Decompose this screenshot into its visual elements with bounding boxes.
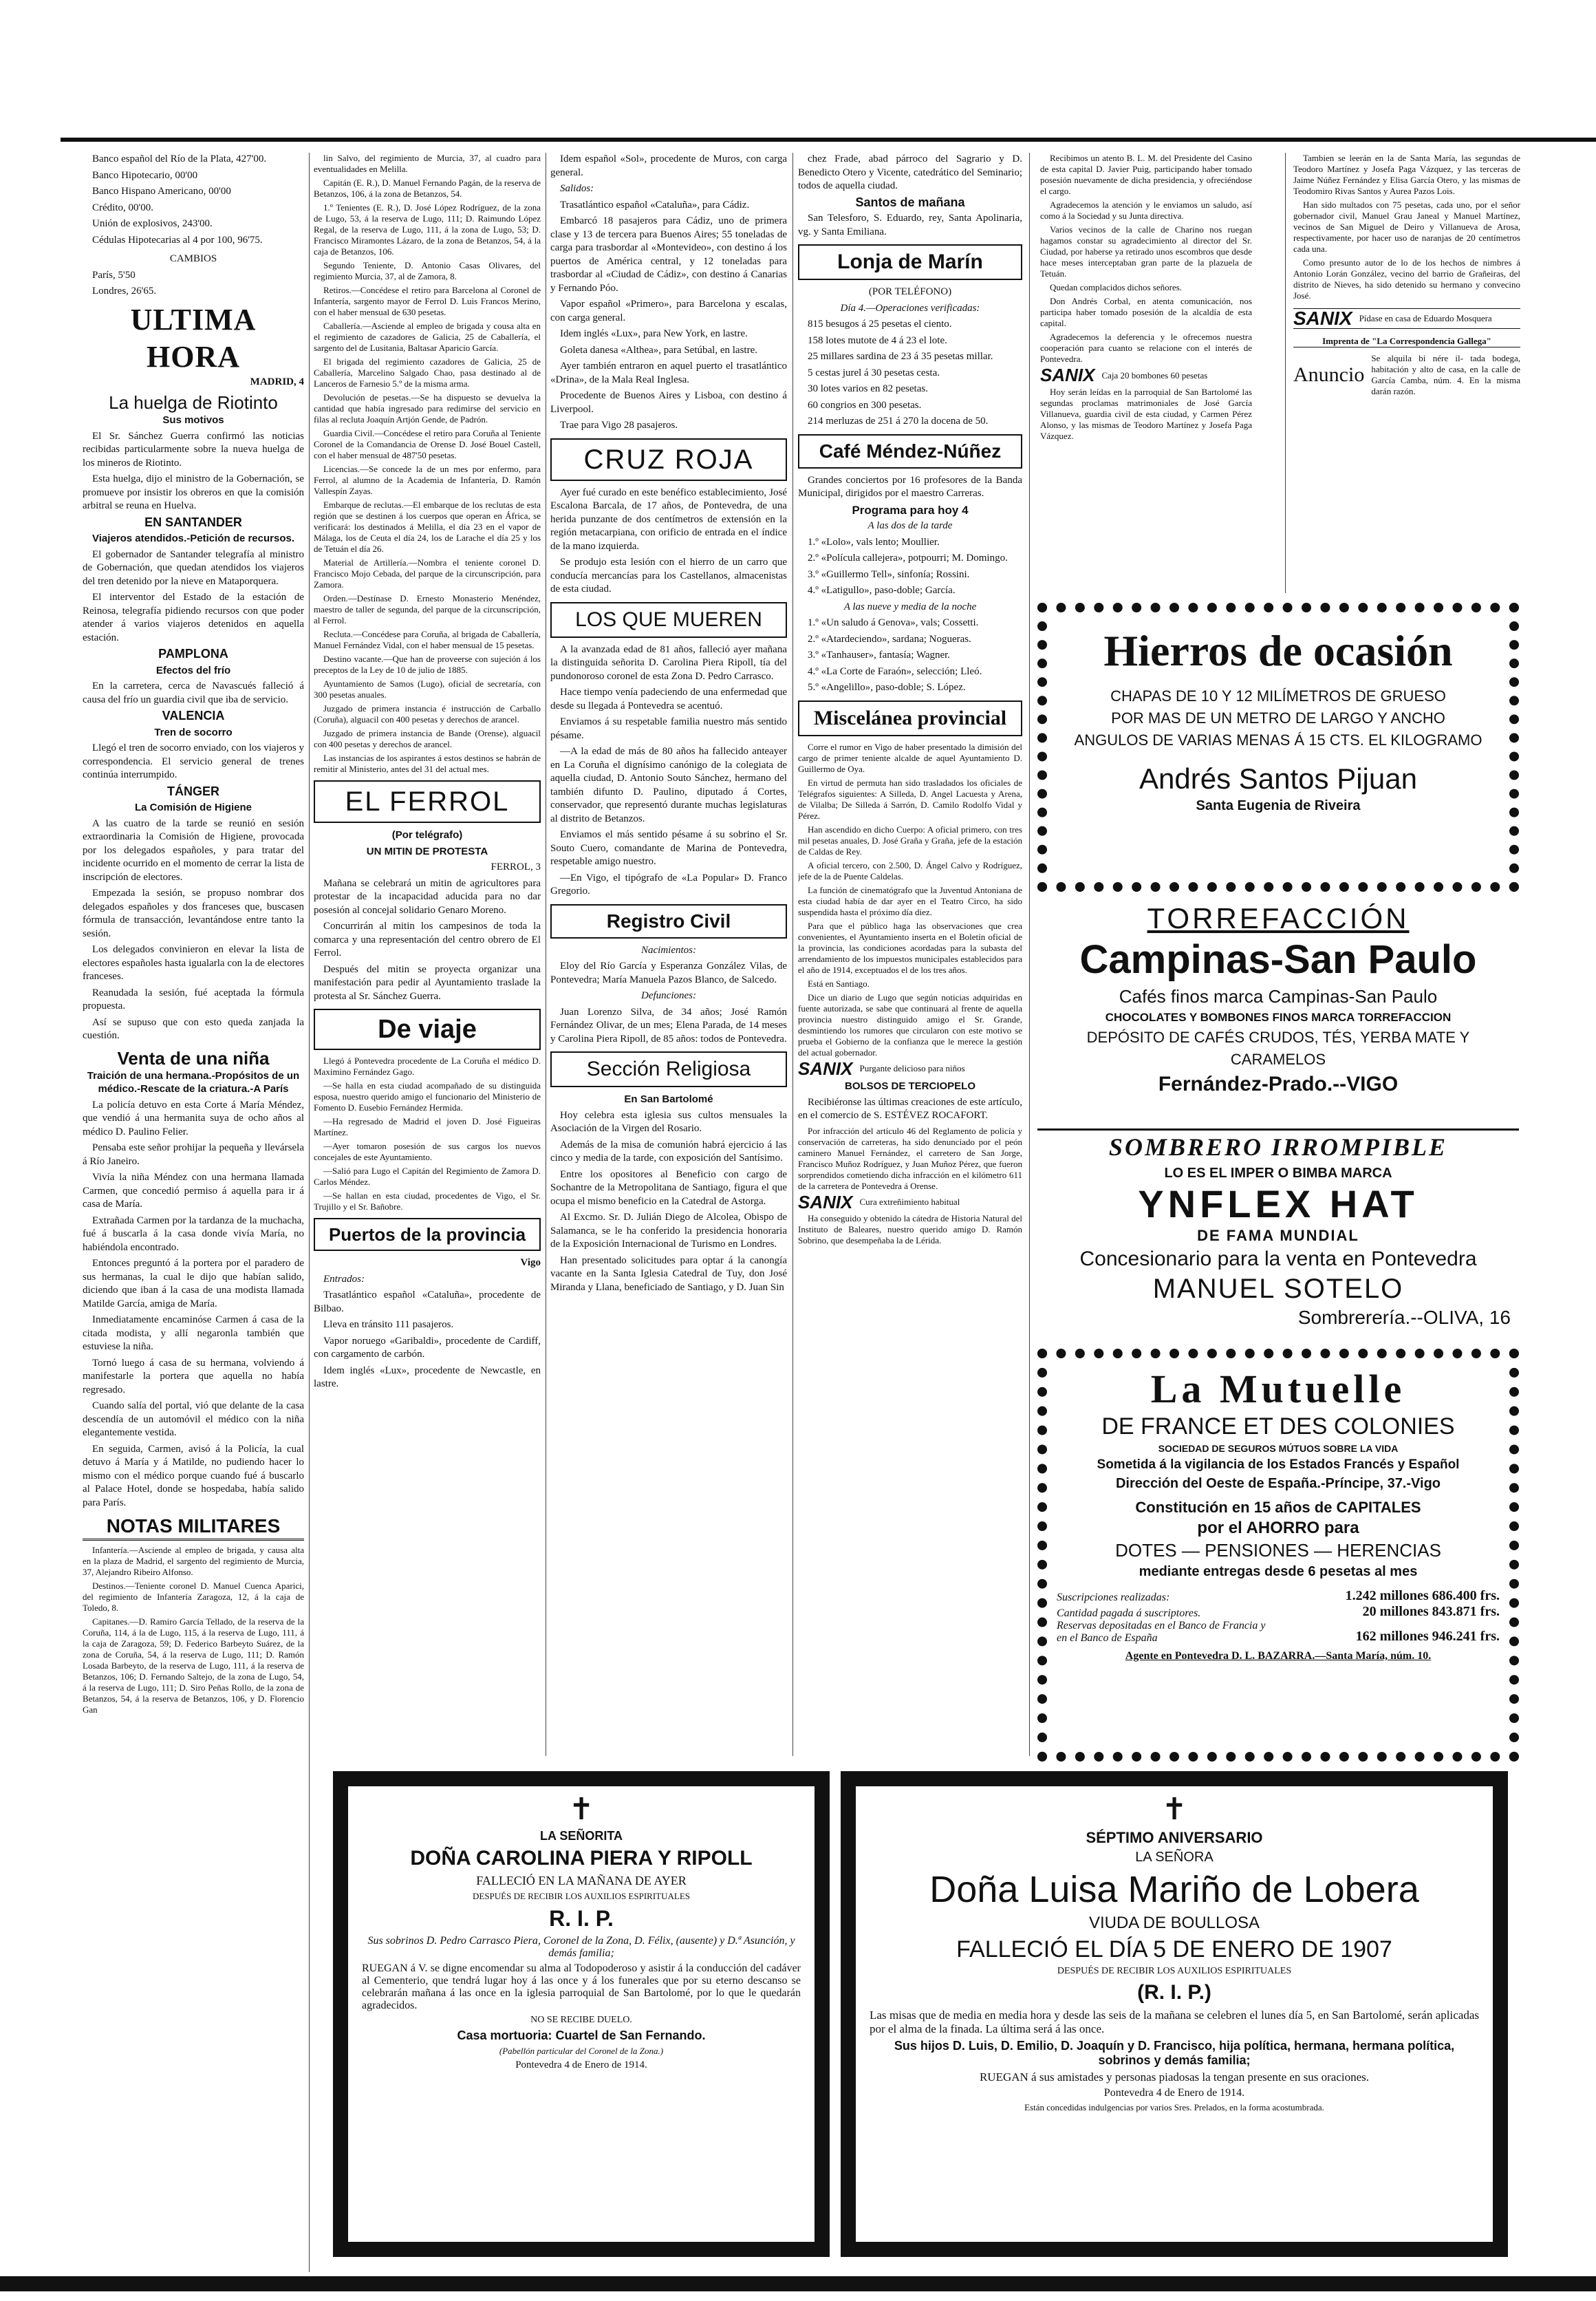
article-paragraph: El gobernador de Santander telegrafía al ministro de Gobernación, que quedan atendidos los viajeros del tren detenido por la nieve en Mataporquera. (83, 548, 304, 587)
article-paragraph: A la avanzada edad de 81 años, falleció ayer mañana la distinguida señorita D. Carolina Piera Ripoll, tía del pundonoroso coronel de esta Zona D. Pedro Carrasco. (550, 643, 787, 682)
hierros-title: Hierros de ocasión (1103, 626, 1453, 675)
market-line: Banco Hispano Americano, 00'00 (92, 186, 231, 197)
article-paragraph: Vapor noruego «Garibaldi», procedente de Cardiff, con cargamento de carbón. (314, 1335, 541, 1360)
sanix-ad (798, 1058, 1022, 1079)
anuncio-text: Se alquila bi nére il- tada bodega, habitación y alto de casa, en la calle de García Camba, núm. 4. En la misma darán razón. (1371, 352, 1520, 396)
lonja-box (798, 244, 1022, 280)
article-paragraph: Vivía la niña Méndez con una hermana llamada Carmen, que concedió permiso á aquella para ir á casa de María. (83, 1172, 304, 1210)
sanix-logo: SANIX (1293, 308, 1352, 329)
los-que-mueren-box (550, 602, 787, 638)
obituary-piera (333, 1771, 830, 2257)
article-paragraph: Ayer fué curado en este benéfico establecimiento, José Escalona Barcala, de 17 años, de Pontevedra, de una herida punzante de dos centímetros de extensión en la región metacarpiana, con orificio de entrada en el índice de la mano izquierda. (550, 486, 787, 552)
tanger-title: TÁNGER (167, 784, 219, 798)
market-line: Crédito, 00'00. (92, 202, 153, 213)
article-paragraph: Destino vacante.—Que han de proveerse con sujeción á los preceptos de la Ley de 10 de julio de 1885. (314, 654, 541, 675)
obituary-line: VIUDA DE BOULLOSA (1088, 1914, 1260, 1932)
mutuelle-stat-label: Cantidad pagada á suscriptores. (1057, 1607, 1201, 1619)
venta-title: Venta de una niña (117, 1047, 270, 1069)
dateline: FERROL, 3 (490, 861, 541, 873)
article-paragraph: Caballería.—Asciende al empleo de brigada y cousa alta en el regimiento de cazadores de Galicia, 25 de Caballería, el sargento del de Lusitania, Baltasar Aparicio García. (314, 321, 541, 353)
programa-item: 1.º «Un saludo á Genova», vals; Cossetti. (808, 617, 979, 628)
sombrero-name: MANUEL SOTELO (1152, 1274, 1404, 1304)
ferrol-box (314, 780, 541, 823)
pamplona-title: PAMPLONA (158, 647, 228, 661)
mutuelle-stat-value: 1.242 millones 686.400 frs. (1345, 1588, 1500, 1603)
article-paragraph: Recibiéronse las últimas creaciones de este artículo, en el comercio de S. ESTÉVEZ ROCAFORT. (798, 1096, 1022, 1121)
article-paragraph: Juan Lorenzo Silva, de 34 años; José Ramón Fernández Olivar, de un mes; Elena Parada, de 14 meses y Carolina Piera Ripoll, de 85 años: todos de Pontevedra. (550, 1006, 787, 1045)
article-paragraph: Idem inglés «Lux», para New York, en lastre. (560, 328, 748, 339)
article-paragraph: Capitán (E. R.), D. Manuel Fernando Pagán, de la reserva de Betanzos, 106, á la zona de Betanzos, 54. (314, 178, 541, 199)
article-paragraph: En la carretera, cerca de Navascués falleció á causa del frío un guardia civil que iba de servicio. (83, 681, 304, 705)
lonja-subtitle: Día 4.—Operaciones verificadas: (840, 302, 980, 314)
article-paragraph: —A la edad de más de 80 años ha fallecido anteayer en La Coruña el dignísimo canónigo de la colegiata de aquella ciudad, D. Antonio Souto Sánchez, hermano del también difunto D. Paulino, diputado á Cortes, conservador, que representó durante muchas legislaturas al distrito de Betanzos. (550, 746, 787, 824)
article-paragraph: Agradecemos la deferencia y le ofrecemos nuestra cooperación para cuanto se relacione con el interés de Pontevedra. (1040, 332, 1252, 364)
article-paragraph: Hace tiempo venía padeciendo de una enfermedad que desde su llegada á Pontevedra se acentuó. (550, 687, 787, 711)
sanix-ad (1293, 308, 1520, 329)
obituary-line: Sus hijos D. Luis, D. Emilio, D. Joaquín y D. Francisco, hija política, hermana, hermana política, sobrinos y demás familia; (894, 2039, 1455, 2067)
obituary-line: Sus sobrinos D. Pedro Carrasco Piera, Coronel de la Zona, D. Félix, (ausente) y D.ª Asunción, y demás familia; (367, 1935, 795, 1959)
sanix-tagline: Caja 20 bombones 60 pesetas (1101, 370, 1208, 381)
tanger-subtitle: La Comisión de Higiene (134, 802, 252, 813)
article-paragraph: Retiros.—Concédese el retiro para Barcelona al Coronel de Infantería, sargento mayor de Ferrol D. Luis Francos Merino, con el haber mensual de 630 pesetas. (314, 285, 541, 317)
programa-item: 2.º «Polícula callejera», potpourri; M. Domingo. (808, 553, 1008, 564)
torrefaccion-ad (1037, 901, 1519, 1108)
article-paragraph: chez Frade, abad párroco del Sagrario y D. Benedicto Otero y Vicente, catedrático del Seminario; todos de aquella ciudad. (798, 153, 1022, 191)
article-paragraph: Tambien se leerán en la de Santa María, las segundas de Teodoro Martínez y Josefa Paga Vázquez, y las terceras de Jaime Núñez Fernández y Elisa García Otero, y las mismas de Teodomiro Rivas Santos y Aurea Pazos Lois. (1293, 153, 1520, 196)
valencia-title: VALENCIA (162, 709, 225, 723)
obituary-line: FALLECIÓ EN LA MAÑANA DE AYER (476, 1874, 687, 1887)
nacimientos-label: Nacimientos: (641, 944, 696, 956)
valencia-subtitle: Tren de socorro (154, 726, 233, 738)
notas-militares-title: NOTAS MILITARES (83, 1514, 304, 1541)
registro-civil-title: Registro Civil (606, 910, 731, 932)
santos-title: Santos de mañana (855, 195, 965, 209)
ferrol-title: EL FERROL (345, 786, 510, 817)
obituary-line: Están concedidas indulgencias por varios Sres. Prelados, en la forma acostumbrada. (1024, 2102, 1324, 2112)
article-paragraph: —En Vigo, el tipógrafo de «La Popular» D. Franco Gregorio. (550, 872, 787, 897)
column-divider (309, 153, 310, 2272)
article-paragraph: Entonces preguntó á la portera por el paradero de sus hermanas, la cual le dijo que habían salido, diciendo que iban á la casa de una modista llamada Matilde García, amiga de María. (83, 1258, 304, 1309)
programa-title: Programa para hoy 4 (852, 503, 969, 517)
sanix-logo: SANIX (1040, 365, 1095, 385)
venta-subtitle: Traición de una hermana.-Propósitos de un médico.-Rescate de la criatura.-A París (87, 1069, 300, 1095)
article-paragraph: Procedente de Buenos Aires y Lisboa, con destino á Liverpool. (550, 390, 787, 415)
bolsos-title: BOLSOS DE TERCIOPELO (844, 1080, 976, 1092)
article-paragraph: La policía detuvo en esta Corte á María Méndez, que vendió á una hermanita suya de ocho años al médico D. Paulino Felier. (83, 1099, 304, 1137)
torrefaccion-line: CHOCOLATES Y BOMBONES FINOS MARCA TORREFACCION (1105, 1011, 1452, 1024)
obituary-line: DESPUÉS DE RECIBIR LOS AUXILIOS ESPIRITUALES (473, 1891, 690, 1901)
mutuelle-stat-value: 20 millones 843.871 frs. (1362, 1604, 1500, 1619)
sombrero-title: SOMBRERO IRROMPIBLE (1108, 1133, 1448, 1161)
sanix-logo: SANIX (798, 1058, 853, 1079)
cambios-line: París, 5'50 (92, 269, 136, 281)
registro-civil-box (550, 904, 787, 939)
santander-title: EN SANTANDER (144, 515, 242, 529)
article-paragraph: Entre los opositores al Beneficio con cargo de Sochantre de la Metropolitana de Santiago, figura el que ocupa el mismo beneficio en la Catedral de Astorga. (550, 1168, 787, 1207)
cruz-roja-title: CRUZ ROJA (583, 444, 754, 475)
article-paragraph: Llegó el tren de socorro enviado, con los viajeros y correspondencia. El servicio general de trenes continúa interrumpido. (83, 742, 304, 780)
article-paragraph: Las instancias de los aspirantes á estos destinos se habrán de remitir al Ministerio, antes del 31 del actual mes. (314, 753, 541, 774)
article-paragraph: Eloy del Río García y Esperanza González Vilas, de Pontevedra; María Manuela Pazos Blanco, de Salcedo. (550, 961, 787, 985)
cross-icon: ✝ (1161, 1792, 1187, 1826)
article-paragraph: Devolución de pesetas.—Se ha dispuesto se devuelva la cantidad que había ingresado para redimirse del servicio en filas al recluta Joaquín Artjón Gende, de Padrón. (314, 392, 541, 425)
article-paragraph: Orden.—Destínase D. Ernesto Monasterio Menéndez, maestro de taller de segunda, del parque de la circunscripción, al Ferrol. (314, 593, 541, 625)
torrefaccion-line: DEPÓSITO DE CAFÉS CRUDOS, TÉS, YERBA MATE Y CARAMELOS (1086, 1029, 1470, 1068)
mutuelle-stat-value: 162 millones 946.241 frs. (1355, 1629, 1500, 1644)
programa-item: 2.º «Atardeciendo», sardana; Nogueras. (808, 633, 971, 645)
mutuelle-stat-label: Reservas depositadas en el Banco de Francia y en el Banco de España (1057, 1620, 1266, 1644)
article-paragraph: Don Andrés Corbal, en atenta comunicación, nos participa haber tomado posesión de la alcaldía de esta capital. (1040, 296, 1252, 328)
market-line: Banco Hipotecario, 00'00 (92, 169, 198, 181)
sanix-ad (798, 1191, 1022, 1212)
article-paragraph: Han ascendido en dicho Cuerpo: A oficial primero, con tres mil pesetas anuales, D. José Graña y Graña, jefe de la estación de Caldas de Rey. (798, 824, 1022, 857)
article-paragraph: Inmediatamente encaminóse Carmen á casa de la citada modista, y allí negaronla también que estuviese la niña. (83, 1314, 304, 1352)
article-paragraph: Agradecemos la atención y le enviamos un saludo, así como á la Sociedad y su Junta directiva. (1040, 200, 1252, 221)
article-paragraph: Mañana se celebrará un mitin de agricultores para protestar de la incapacidad aducida para no dar posesión al concejal solidario Genaro Moreno. (314, 877, 541, 916)
obituary-label: LA SEÑORA (1135, 1850, 1214, 1865)
sombrero-address: Sombrerería.--OLIVA, 16 (1297, 1307, 1511, 1328)
lonja-line: 5 cestas jurel á 30 pesetas cesta. (808, 367, 940, 378)
article-paragraph: Guardia Civil.—Concédese el retiro para Coruña al Teniente Coronel de la Comandancia de Orense D. José Bouel Castell, con el haber mensual de 487'50 pesetas. (314, 428, 541, 460)
seccion-religiosa-title: Sección Religiosa (586, 1058, 751, 1080)
article-paragraph: Reanudada la sesión, fué aceptada la fórmula propuesta. (83, 987, 304, 1012)
mutuelle-stat-row (1057, 1620, 1500, 1645)
article-paragraph: Está en Santiago. (808, 978, 870, 989)
column-5 (1040, 153, 1252, 593)
mutuelle-title: La Mutuelle (1150, 1367, 1406, 1411)
lonja-telephone: (POR TELÉFONO) (868, 286, 952, 297)
obituary-label: LA SEÑORITA (540, 1829, 623, 1843)
article-paragraph: Idem español «Sol», procedente de Muros, con carga general. (550, 153, 787, 178)
article-paragraph: Ayer también entraron en aquel puerto el trasatlántico «Drina», de la Mala Real Inglesa. (550, 361, 787, 385)
article-paragraph: Por infracción del artículo 46 del Reglamento de policía y conservación de carreteras, ha sido denunciado por el peón caminero Manuel Fernández, el carretero de San Jorge, Francisco Muñoz Rodríguez, y Juan Muñoz Pérez, que fueron sorprendidos cometiendo dicha infracción en el kilómetro 611 de la carretera de Pontevedra á Orense. (798, 1125, 1022, 1191)
mutuelle-agent: Agente en Pontevedra D. L. BAZARRA.—Santa María, núm. 10. (1125, 1650, 1432, 1662)
article-paragraph: Recluta.—Concédese para Coruña, al brigada de Caballería, Manuel Fernández Vidal, con el haber mensual de 15 pesetas. (314, 629, 541, 650)
article-paragraph: El Sr. Sánchez Guerra confirmó las noticias recibidas particularmente sobre la nueva huelga de los mineros de Riotinto. (83, 430, 304, 469)
cambios-label: CAMBIOS (169, 253, 217, 264)
article-paragraph: —Se hallan en esta ciudad, procedentes de Vigo, el Sr. Trujillo y el Sr. Bañobre. (314, 1190, 541, 1212)
riotinto-subtitle: Sus motivos (162, 414, 224, 426)
programa-subtitle: A las dos de la tarde (867, 520, 953, 531)
article-paragraph: Han presentado solicitudes para optar á la canongía vacante en la Santa Iglesia Catedral de Tuy, don José Miranda y Llana, beneficiado de Santiago, y D. Juan Sin (550, 1254, 787, 1293)
article-paragraph: Hoy celebra esta iglesia sus cultos mensuales la Asociación de la Virgen del Rosario. (550, 1109, 787, 1134)
column-divider (1285, 153, 1286, 593)
lonja-line: 30 lotes varios en 82 pesetas. (808, 383, 928, 394)
sanix-tagline: Purgante delicioso para niños (859, 1063, 965, 1074)
market-line: Banco español del Río de la Plata, 427'00. (92, 153, 267, 164)
lonja-line: 158 lotes mutote de 4 á 23 el lote. (808, 334, 947, 346)
article-paragraph: En seguida, Carmen, avisó á la Policía, la cual detuvo á María y á Matilde, no pudiendo hacer lo mismo con el médico porque cuando fué á buscarlo al Palace Hotel, donde se hospedaba, había salido para París. (83, 1443, 304, 1508)
market-line: Unión de explosivos, 243'00. (92, 218, 213, 229)
obituary-name: DOÑA CAROLINA PIERA Y RIPOLL (410, 1847, 753, 1870)
cruz-roja-box (550, 438, 787, 481)
sombrero-line: DE FAMA MUNDIAL (1197, 1227, 1359, 1244)
article-paragraph: Embarcó 18 pasajeros para Cádiz, uno de primera clase y 13 de tercera para Buenos Aires; 55 toneladas de carga para trasbordar al «Montevideo», con destino á los puertos de América central, y 12 toneladas para trasbordar al «Ciudad de Cádiz», con destino á Canarias y Fernando Póo. (550, 215, 787, 294)
mutuelle-stat-label: Suscripciones realizadas: (1057, 1592, 1170, 1603)
obituary-line: Pontevedra 4 de Enero de 1914. (1103, 2087, 1245, 2099)
puertos-title: Puertos de la provincia (328, 1224, 526, 1245)
article-paragraph: Como presunto autor de lo de los hechos de nimbres á Antonio Lorán González, vecino del barrio de Grañeiras, del distrito de Nieves, ha sido detenido su hermano y convecino José. (1293, 257, 1520, 301)
lonja-title: Lonja de Marín (837, 250, 983, 273)
article-paragraph: —Ayer tomaron posesión de sus cargos los nuevos concejales de este Ayuntamiento. (314, 1141, 541, 1162)
de-viaje-box (314, 1009, 541, 1050)
article-paragraph: El brigada del regimiento cazadores de Galicia, 25 de Caballería, Marcelino Salgado Chao, pasa destinado al de Lanceros de Farnesio 5.º de la misma arma. (314, 356, 541, 389)
programa-item: 5.º «Angelillo», paso-doble; S. López. (808, 682, 966, 693)
obituary-line: NO SE RECIBE DUELO. (530, 2015, 632, 2025)
article-paragraph: Llegó á Pontevedra procedente de La Coruña el médico D. Maximino Fernández Gago. (314, 1056, 541, 1077)
article-paragraph: Lleva en tránsito 111 pasajeros. (323, 1319, 454, 1330)
ultima-hora-heading: ULTIMA HORA (130, 302, 257, 374)
article-paragraph: 1.º Tenientes (E. R.), D. José López Rodríguez, de la zona de Lugo, 53, á la reserva de Lugo, 111; D. Raimundo López Regal, de la reserva de Lugo, 111, á la zona de Lugo, 53; D. Francisco Miramontes Lázaro, de la zona de Betanzos, 54, á la caja de Betanzos, 106. (314, 202, 541, 257)
article-paragraph: La función de cinematógrafo que la Juventud Antoniana de esta ciudad había de dar ayer en el Teatro Circo, ha sido suspendida hasta el próximo día diez. (798, 884, 1022, 917)
article-paragraph: Enviamos á su respetable familia nuestro más sentido pésame. (550, 716, 787, 741)
article-paragraph: Trasatlántico español «Cataluña», procedente de Bilbao. (314, 1289, 541, 1314)
article-paragraph: A oficial tercero, con 2.500, D. Ángel Calvo y Rodríguez, jefe de la de Puente Caldelas. (798, 859, 1022, 881)
article-paragraph: —Se halla en esta ciudad acompañado de su distinguida esposa, nuestro querido amigo el funcionario del Ministerio de Fomento D. Eusebio Fernández Hermida. (314, 1080, 541, 1113)
san-bartolome-subtitle: En San Bartolomé (624, 1093, 713, 1105)
article-paragraph: Empezada la sesión, se propuso nombrar dos delegados españoles y dos franceses que, buscasen fórmula de transacción, levantándose entre tanto la sesión. (83, 888, 304, 939)
article-paragraph: Dice un diario de Lugo que según noticias adquiridas en fuente autorizada, se sabe que continuará al frente de aquella provincia nuestro distinguido amigo el Sr. Grande, desmintiendo los rumores que circularon con este motivo se prueba el Gobierno de la confianza que le merece la gestión del actual gobernador. (798, 992, 1022, 1058)
sombrero-line: LO ES EL IMPER O BIMBA MARCA (1164, 1166, 1392, 1181)
obituary-label: SÉPTIMO ANIVERSARIO (1086, 1829, 1263, 1846)
article-paragraph: Grandes conciertos por 16 profesores de la Banda Municipal, dirigidos por el maestro Carreras. (798, 474, 1022, 499)
article-paragraph: Pensaba este señor prohijar la pequeña y llevársela á Río Janeiro. (83, 1142, 304, 1167)
defunciones-label: Defunciones: (641, 990, 696, 1001)
riotinto-title: La huelga de Riotinto (109, 392, 278, 413)
sanix-tagline: Pídase en casa de Eduardo Mosquera (1359, 312, 1492, 323)
article-paragraph: Así se supuso que con esto queda zanjada la cuestión. (83, 1016, 304, 1041)
torrefaccion-line: Cafés finos marca Campinas-San Paulo (1119, 986, 1438, 1007)
miscelanea-title: Miscelánea provincial (813, 706, 1007, 729)
puertos-subtitle: Entrados: (323, 1273, 365, 1285)
lonja-line: 815 besugos á 25 pesetas el ciento. (808, 319, 952, 330)
seccion-religiosa-box (550, 1051, 787, 1087)
article-paragraph: Licencias.—Se concede la de un mes por enfermo, para Ferrol, al alumno de la Academia de Infantería, D. Ramón Vallespín Zayas. (314, 464, 541, 496)
lonja-line: 60 congrios en 300 pesetas. (808, 399, 922, 411)
sanix-tagline: Cura extreñimiento habitual (859, 1197, 960, 1208)
los-que-mueren-title: LOS QUE MUEREN (575, 608, 762, 631)
mutuelle-line: mediante entregas desde 6 pesetas al mes (1139, 1564, 1418, 1579)
hierros-line: CHAPAS DE 10 Y 12 MILÍMETROS DE GRUESO (1110, 687, 1446, 705)
lonja-line: 25 millares sardina de 23 á 35 pesetas millar. (808, 351, 993, 362)
article-paragraph: Extrañada Carmen por la tardanza de la muchacha, fué á buscarla á la casa donde vivía María, no habiéndola encontrado. (83, 1214, 304, 1253)
obituary-line: RUEGAN á V. se digne encomendar su alma al Todopoderoso y asistir á la conducción del cadáver al Cementerio, que tendrá lugar hoy á las once y á los funerales que por su eterno descanso se celebrarán mañana á las once en la iglesia parroquial de San Bartolomé, por lo que le quedarán agradecidos. (362, 1962, 801, 2011)
sanix-logo: SANIX (798, 1191, 853, 1212)
mutuelle-line: DOTES — PENSIONES — HERENCIAS (1115, 1540, 1441, 1561)
mutuelle-stat-row (1057, 1588, 1500, 1604)
article-paragraph: Se produjo esta lesión con el hierro de un carro que conducía mercancías para los Castellanos, almacenistas de esta ciudad. (550, 557, 787, 595)
column-2 (314, 153, 541, 1756)
article-paragraph: —Salió para Lugo el Capitán del Regimiento de Zamora D. Carlos Méndez. (314, 1166, 541, 1187)
article-paragraph: Trae para Vigo 28 pasajeros. (560, 420, 678, 431)
article-paragraph: lin Salvo, del regimiento de Murcia, 37, al cuadro para eventualidades en Melilla. (314, 153, 541, 174)
mutuelle-subtitle: DE FRANCE ET DES COLONIES (1101, 1413, 1455, 1440)
programa-item: 4.º «La Corte de Faraón», selección; Lleó. (808, 665, 982, 677)
hierros-name: Andrés Santos Pijuan (1139, 762, 1417, 795)
article-paragraph: Han sido multados con 75 pesetas, cada uno, por el señor gobernador civil, Manuel Grau Janeal y Manuel Martínez, vecinos de San Miguel de Deiro y Villanueva de Arosa, respectivamente, por hacer uso de naranjas de 20 centímetros cada una. (1293, 200, 1520, 254)
obituary-line: (Pabellón particular del Coronel de la Zona.) (499, 2046, 664, 2056)
anuncio-title: Anuncio (1293, 363, 1365, 386)
mutuelle-line: SOCIEDAD DE SEGUROS MÚTUOS SOBRE LA VIDA (1158, 1443, 1399, 1454)
obituary-line: Casa mortuoria: Cuartel de San Fernando. (457, 2029, 706, 2042)
article-paragraph: Corre el rumor en Vigo de haber presentado la dimisión del cargo de primer teniente alcalde de aquel Ayuntamiento D. Guillermo de Oya. (798, 741, 1022, 774)
obituary-line: FALLECIÓ EL DÍA 5 DE ENERO DE 1907 (956, 1936, 1392, 1962)
mutuelle-line: Constitución en 15 años de CAPITALES (1135, 1499, 1421, 1516)
market-line: Cédulas Hipotecarias al 4 por 100, 96'75. (92, 234, 263, 246)
hierros-line: ANGULOS DE VARIAS MENAS Á 15 CTS. EL KILOGRAMO (1074, 731, 1482, 749)
miscelanea-box (798, 700, 1022, 736)
article-paragraph: Además de la misa de comunión habrá ejercicio á las cinco y media de la tarde, con exposición del Santísimo. (550, 1139, 787, 1164)
article-paragraph: Ha conseguido y obtenido la cátedra de Historia Natural del Instituto de Baleares, nuestro querido amigo D. Ramón Sobrino, que desempeñaba la de Lérida. (798, 1213, 1022, 1245)
article-paragraph: A las cuatro de la tarde se reunió en sesión extraordinaria la Comisión de Higiene, provocada por los delegados españoles, y para tratar del incidente ocurrido en el momento de cerrar la lista de inscripción de electores. (83, 817, 304, 883)
sombrero-line: Concesionario para la venta en Pontevedra (1079, 1248, 1477, 1270)
obituary-name: Doña Luisa Mariño de Lobera (929, 1869, 1419, 1910)
puertos-city: Vigo (520, 1257, 541, 1268)
article-paragraph: Juzgado de primera instancia de Bande (Orense), alguacil con 400 pesetas y derechos de arancel. (314, 728, 541, 749)
column-divider (792, 153, 793, 1756)
obituary-line: Pontevedra 4 de Enero de 1914. (515, 2059, 647, 2070)
footer-rule (0, 2276, 1596, 2291)
mutuelle-ad (1037, 1349, 1519, 1762)
article-paragraph: Destinos.—Teniente coronel D. Manuel Cuenca Aparici, del regimiento de Infantería Zaragoza, 12, á la caja de Toledo, 8. (83, 1581, 304, 1613)
sombrero-ad (1037, 1128, 1519, 1337)
obituary-line: RUEGAN á sus amistades y personas piadosas la tengan presente en sus oraciones. (979, 2070, 1370, 2084)
obituary-line: Las misas que de media en media hora y desde las seis de la mañana se celebren el lunes día 5, en San Bartolomé, serán aplicadas por el alma de la finada. La última será á las once. (870, 2009, 1479, 2035)
article-paragraph: Tornó luego á casa de su hermana, volviendo á manifestarle la portera que aquella no había regresado. (83, 1357, 304, 1395)
article-paragraph: Goleta danesa «Althea», para Setúbal, en lastre. (560, 344, 757, 356)
obituary-line: DESPUÉS DE RECIBIR LOS AUXILIOS ESPIRITUALES (1057, 1966, 1292, 1976)
column-1 (83, 153, 304, 2272)
torrefaccion-address: Fernández-Prado.--VIGO (1158, 1073, 1399, 1095)
cafe-title: Café Méndez-Núñez (819, 440, 1002, 462)
ferrol-telegraph: (Por telégrafo) (391, 829, 463, 841)
article-paragraph: El interventor del Estado de la estación de Reinosa, telegrafía pidiendo recursos con que poder atender á varios viajeros detenidos en aquella estación. (83, 592, 304, 643)
header-rule (61, 138, 1596, 142)
article-paragraph: Cuando salía del portal, vió que delante de la casa descendía de un automóvil el médico con la niña elegantemente vestida. (83, 1400, 304, 1438)
article-paragraph: Capitanes.—D. Ramiro García Tellado, de la reserva de la Coruña, 114, á la de Lugo, 115, á la reserva de Lugo, 111, á la caja de Zaragoza, 59; D. Federico Barbeyto Suárez, de la zona de Coruña, 54, á la reserva de Lugo, 111; D. Ramón Losada Barbeyto, de la reserva de Lugo, 111, á la reserva de Betanzos, 106; D. Fernando Saltejo, de la zona de Lugo, 54, á la reserva de Lugo, 111; D. Siro Peñas Rollo, de la zona de Betanzos, 54, á la reserva de Betanzos, 106, y D. Florencio Gan (83, 1616, 304, 1715)
hierros-ad (1037, 603, 1519, 892)
programa-item: 3.º «Tanhauser», fantasía; Wagner. (808, 650, 951, 661)
hierros-place: Santa Eugenia de Riveira (1196, 798, 1361, 813)
article-paragraph: Vapor español «Primero», para Barcelona y escalas, con carga general. (550, 299, 787, 323)
hierros-line: POR MAS DE UN METRO DE LARGO Y ANCHO (1111, 709, 1445, 727)
imprenta-notice: Imprenta de "La Correspondencia Gallega" (1293, 336, 1520, 347)
cross-icon: ✝ (568, 1792, 594, 1826)
article-paragraph: Juzgado de primera instancia é instrucción de Carballo (Coruña), alguacil con 400 pesetas y derechos de arancel. (314, 703, 541, 725)
puertos-box (314, 1218, 541, 1251)
article-paragraph: Quedan complacidos dichos señores. (1050, 282, 1183, 292)
article-paragraph: Concurrirán al mitin los campesinos de toda la comarca y una representación del centro obrero de El Ferrol. (314, 921, 541, 959)
torrefaccion-title: TORREFACCIÓN (1147, 902, 1410, 934)
mutuelle-stat-row (1057, 1604, 1500, 1620)
dateline: MADRID, 4 (250, 376, 304, 387)
obituary-rip: R. I. P. (549, 1906, 614, 1931)
article-paragraph: Idem inglés «Lux», procedente de Newcastle, en lastre. (314, 1364, 541, 1389)
anuncio-ad (1293, 353, 1520, 397)
article-paragraph: Recibimos un atento B. L. M. del Presidente del Casino de esta capital D. Javier Puig, participando haber tomado posesión nuevamente de dicha presidencia, y ofreciéndose el cargo. (1040, 153, 1252, 196)
programa-item: 4.º «Latigullo», paso-doble; García. (808, 585, 956, 596)
article-paragraph: Al Excmo. Sr. D. Julián Diego de Alcolea, Obispo de Salamanca, se le ha conferido la presidencia honoraria de la Exposición Internacional de Turismo en Londres. (550, 1212, 787, 1250)
article-paragraph: Hoy serán leídas en la parroquial de San Bartolomé las segundas proclamas matrimoniales de José García Villanueva, guardia civil de esta ciudad, y Carmen Pérez Alonso, y las mismas de Teodoro Martínez y Josefa Paga Vázquez. (1040, 386, 1252, 441)
obituary-rip: (R. I. P.) (1137, 1981, 1211, 2004)
article-paragraph: Material de Artillería.—Nombra el teniente coronel D. Francisco Mojo Cebada, del parque de la circunscripción, para Zamora. (314, 557, 541, 590)
article-paragraph: —Ha regresado de Madrid el joven D. José Figueiras Martínez. (314, 1116, 541, 1137)
article-paragraph: Los delegados convinieron en elevar la lista de electores españoles hasta igualarla con la de electores franceses. (83, 944, 304, 982)
santander-subtitle: Viajeros atendidos.-Petición de recursos. (92, 533, 294, 544)
article-paragraph: Salidos: (560, 183, 594, 194)
ferrol-subtitle: UN MITIN DE PROTESTA (366, 845, 488, 857)
cambios-line: Londres, 26'65. (92, 286, 157, 297)
programa-subtitle: A las nueve y media de la noche (843, 601, 977, 612)
mutuelle-line: Sometida á la vigilancia de los Estados Francés y Español (1097, 1457, 1460, 1472)
article-paragraph: Trasatlántico español «Cataluña», para Cádiz. (560, 199, 750, 211)
article-paragraph: San Telesforo, S. Eduardo, rey, Santa Apolinaria, vg. y Santa Emiliana. (798, 213, 1022, 237)
column-6 (1293, 153, 1520, 593)
article-paragraph: Infantería.—Asciende al empleo de brigada, y causa alta en la plaza de Madrid, el sargento del regimiento de Murcia, 37, Alejandro Ribeiro Alfonso. (83, 1545, 304, 1577)
article-paragraph: Embarque de reclutas.—El embarque de los reclutas de esta región que se destinen á los cuerpos que operan en África, se verificará: los destinados á Melilla, el día 23 en el vapor de Málaga, los de Ceuta el día 24, los de Larache el día 25 y los de Tetuán el día 26. (314, 500, 541, 554)
programa-item: 1.º «Lolo», vals lento; Moullier. (808, 536, 940, 548)
de-viaje-title: De viaje (378, 1015, 477, 1044)
mutuelle-line: por el AHORRO para (1197, 1519, 1359, 1537)
mutuelle-line: Dirección del Oeste de España.-Príncipe, 37.-Vigo (1115, 1476, 1441, 1491)
programa-item: 3.º «Guillermo Tell», sinfonía; Rossini. (808, 568, 970, 580)
article-paragraph: Segundo Teniente, D. Antonio Casas Olivares, del regimiento Murcia, 37, al de Zamora, 8. (314, 260, 541, 281)
article-paragraph: Después del mitin se proyecta organizar una manifestación para pedir al Ayuntamiento traslade la protesta al Sr. Sánchez Guerra. (314, 963, 541, 1002)
column-3 (550, 153, 787, 1756)
article-paragraph: Esta huelga, dijo el ministro de la Gobernación, se promueve por insistir los obreros en que la comisión arbitral se reuna en Huelva. (83, 473, 304, 511)
pamplona-subtitle: Efectos del frío (155, 664, 231, 676)
obituary-marino (841, 1771, 1508, 2257)
cafe-box (798, 434, 1022, 469)
article-paragraph: En virtud de permuta han sido trasladados los oficiales de Telégrafos siguientes: A Silleda, D. Angel Lacuesta y Arena, de Vilalba; De Silleda á Sarrón, D. Camilo Rodolfo Vidal y Pérez. (798, 777, 1022, 821)
article-paragraph: Ayuntamiento de Samos (Lugo), oficial de secretaría, con 300 pesetas anuales. (314, 678, 541, 700)
sanix-ad (1040, 365, 1252, 385)
sombrero-brand: YNFLEX HAT (1138, 1182, 1419, 1226)
article-paragraph: Varios vecinos de la calle de Charino nos ruegan hagamos constar su agradecimiento al director del Sr. Ciudad, por haberse ya retirado unos escombros que desde hace meses interceptaban gran parte de la plazuela de Tetuán. (1040, 224, 1252, 279)
column-divider (1029, 153, 1030, 1756)
article-paragraph: Enviamos el más sentido pésame á su sobrino el Sr. Souto Cuero, comandante de Marina de Pontevedra, respetable amigo nuestro. (550, 829, 787, 867)
article-paragraph: Para que el público haga las observaciones que crea convenientes, el Ayuntamiento inserta en el Boletín oficial de la provincia, las condiciones acordadas para la subasta del arrendamiento de los impuestos municipales establecidos para el año de 1914, exceptuados el de los tres años. (798, 920, 1022, 975)
lonja-line: 214 merluzas de 251 á 270 la docena de 50. (808, 416, 989, 427)
column-4 (798, 153, 1022, 1756)
torrefaccion-name: Campinas-San Paulo (1079, 937, 1477, 982)
